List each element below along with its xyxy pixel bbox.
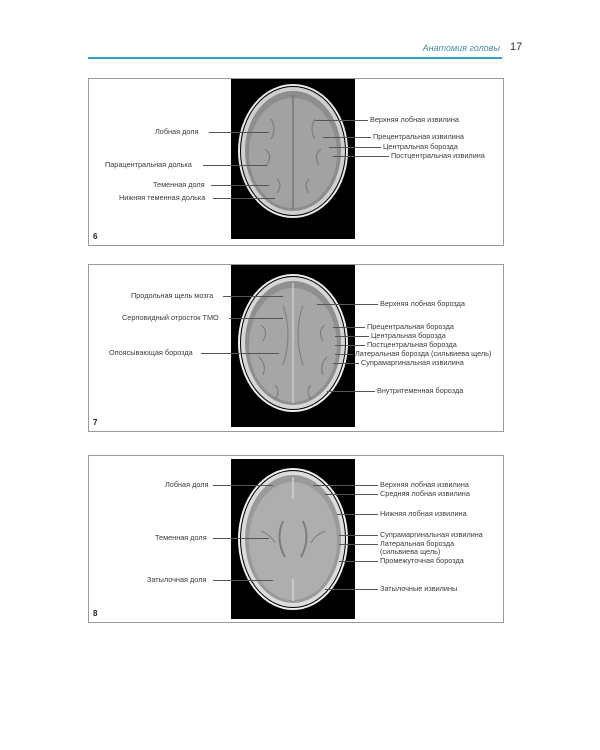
label-supramarginal-gyrus: Супрамаргинальная извилина (361, 358, 464, 367)
leader-line (317, 304, 378, 305)
label-longitudinal-fissure: Продольная щель мозга (131, 291, 214, 300)
figure-number: 8 (93, 609, 98, 618)
label-superior-frontal-gyrus: Верхняя лобная извилина (370, 115, 459, 124)
leader-line (203, 165, 267, 166)
leader-line (223, 296, 283, 297)
label-occipital-gyri: Затылочные извилины (380, 584, 458, 593)
label-inferior-frontal-gyrus: Нижняя лобная извилина (380, 509, 467, 518)
label-lateral-sulcus-synonym: (сильвиева щель) (380, 547, 441, 556)
figure-8-panel (88, 455, 504, 623)
running-header-title: Анатомия головы (422, 43, 500, 53)
leader-line (335, 345, 365, 346)
label-inferior-parietal-lobule: Нижняя теменная долька (119, 193, 206, 202)
leader-line (335, 354, 353, 355)
label-postcentral-sulcus: Постцентральная борозда (367, 340, 457, 349)
leader-line (325, 589, 378, 590)
label-central-sulcus: Центральная борозда (371, 331, 446, 340)
label-middle-frontal-gyrus: Средняя лобная извилина (380, 489, 470, 498)
leader-line (213, 580, 273, 581)
label-parietal-lobe: Теменная доля (153, 180, 205, 189)
label-precentral-gyrus: Прецентральная извилина (373, 132, 464, 141)
figure-number: 7 (93, 418, 98, 427)
label-cingulate-sulcus: Опоясывающая борозда (109, 348, 193, 357)
leader-line (213, 538, 269, 539)
header-rule (88, 57, 502, 59)
leader-line (211, 185, 269, 186)
leader-line (325, 494, 378, 495)
leader-line (323, 137, 371, 138)
label-supramarginal-gyrus: Супрамаргинальная извилина (380, 530, 483, 539)
ct-scan-image-7 (231, 265, 355, 427)
label-frontal-lobe: Лобная доля (165, 480, 209, 489)
leader-line (337, 514, 378, 515)
leader-line (339, 535, 378, 536)
label-central-sulcus: Центральная борозда (383, 142, 458, 151)
leader-line (339, 544, 378, 545)
label-superior-frontal-gyrus: Верхняя лобная извилина (380, 480, 469, 489)
ct-scan-image-8 (231, 459, 355, 619)
leader-line (209, 132, 269, 133)
leader-line (315, 120, 368, 121)
leader-line (339, 561, 378, 562)
label-occipital-lobe: Затылочная доля (147, 575, 207, 584)
leader-line (329, 147, 381, 148)
label-frontal-lobe: Лобная доля (155, 127, 199, 136)
label-lateral-sulcus: Латеральная борозда (сильвиева щель) (355, 349, 492, 358)
leader-line (333, 327, 365, 328)
label-falx-cerebri: Серповидный отросток ТМО (122, 313, 219, 322)
label-precentral-sulcus: Прецентральная борозда (367, 322, 454, 331)
figure-7-panel (88, 264, 504, 432)
leader-line (229, 318, 283, 319)
label-parietal-lobe: Теменная доля (155, 533, 207, 542)
ct-scan-image-6 (231, 79, 355, 239)
leader-line (333, 156, 389, 157)
figure-6-panel (88, 78, 504, 246)
label-superior-frontal-sulcus: Верхняя лобная борозда (380, 299, 465, 308)
leader-line (333, 363, 359, 364)
page-number: 17 (510, 41, 523, 53)
leader-line (327, 391, 375, 392)
leader-line (213, 198, 275, 199)
leader-line (313, 485, 378, 486)
leader-line (213, 485, 273, 486)
label-intermediate-sulcus: Промежуточная борозда (380, 556, 464, 565)
figure-number: 6 (93, 232, 98, 241)
label-paracentral-lobule: Парацентральная долька (105, 160, 192, 169)
leader-line (335, 336, 369, 337)
label-postcentral-gyrus: Постцентральная извилина (391, 151, 485, 160)
label-intraparietal-sulcus: Внутритеменная борозда (377, 386, 464, 395)
label-lateral-sulcus: Латеральная борозда (380, 539, 455, 548)
leader-line (201, 353, 279, 354)
